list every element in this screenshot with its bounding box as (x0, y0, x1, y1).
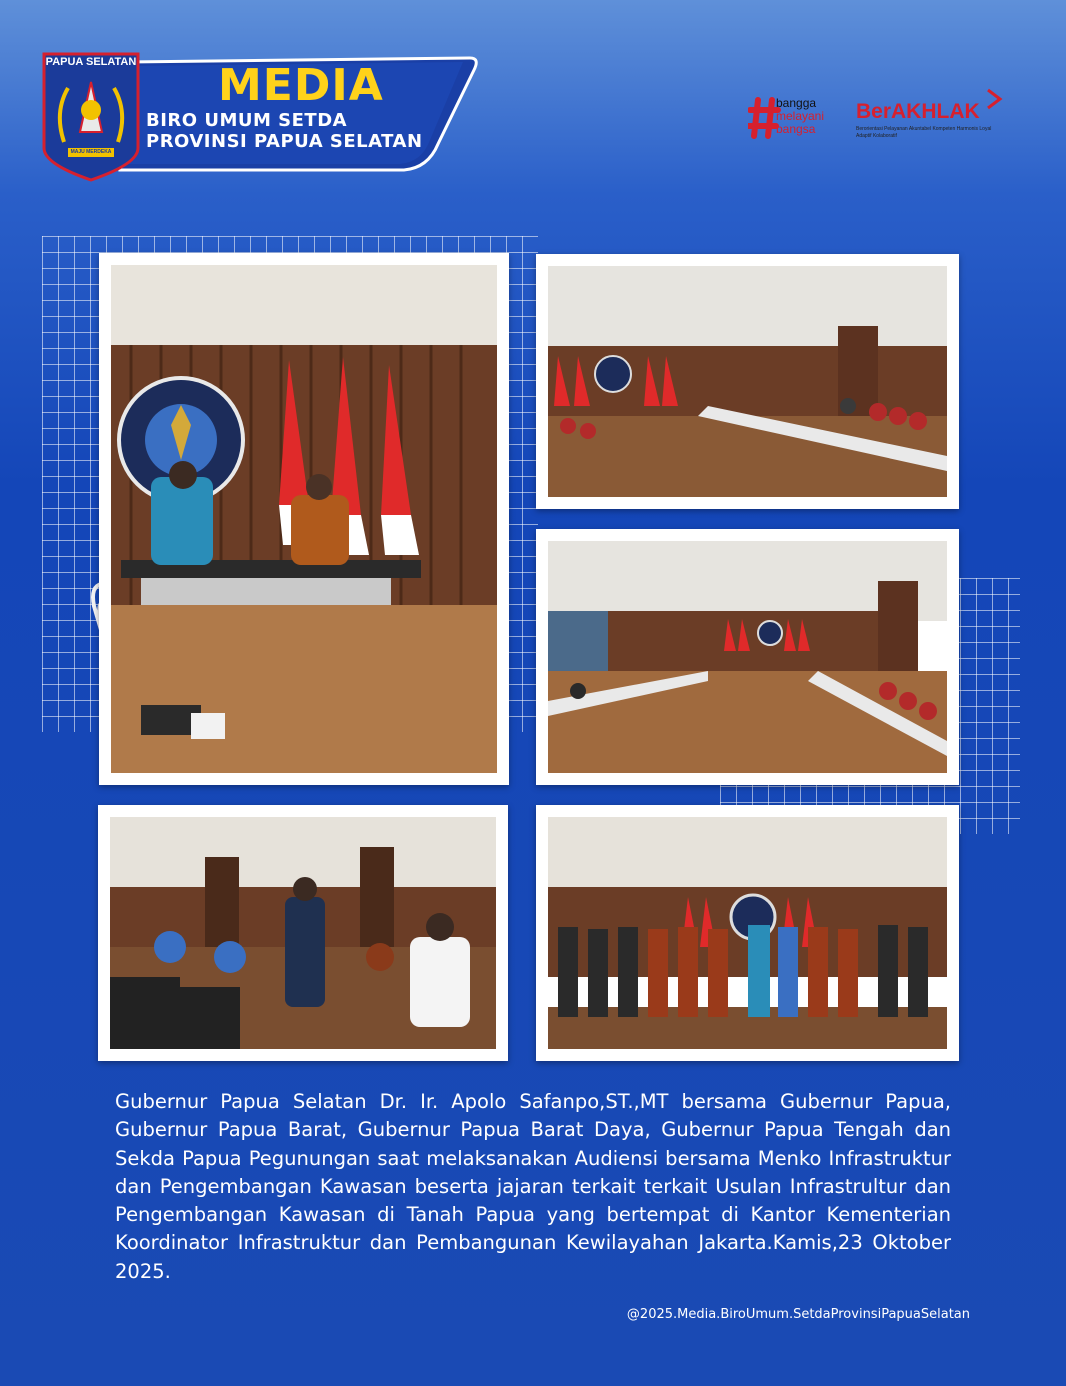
subtitle-line1: BIRO UMUM SETDA (146, 110, 348, 131)
logo-motto: MAJU MERDEKA (70, 149, 112, 155)
photo-group (536, 805, 959, 1061)
melayani-text: melayani (776, 109, 825, 123)
caption-text: Gubernur Papua Selatan Dr. Ir. Apolo Safanpo,ST.,MT bersama Gubernur Papua, Gubernur Papua Barat, Gubernur Papua Barat Daya, Gubernur Papua Tengah dan Sekda Papua Pegunungan saat melaksanakan Audiensi bersama Menko Infrastruktur dan Pengembangan Kawasan beserta jajaran terkait terkait Usulan Infrastrultur dan Pengembangan Kawasan di Tanah Papua yang bertempat di Kantor Kementerian Koordinator Infrastruktur dan Pembangunan Kewilayahan Jakarta.Kamis,23 Oktober 2025. (115, 1090, 951, 1283)
logo-title: PAPUA SELATAN (45, 56, 137, 68)
berakhlak-text: BerAKHLAK (856, 100, 980, 123)
photo-room-wide-1 (536, 254, 959, 509)
bangsa-text: bangsa (776, 122, 816, 136)
photo-room-wide-2 (536, 529, 959, 785)
page-title: MEDIA (218, 60, 384, 111)
bangga-melayani-logo (748, 96, 848, 140)
berakhlak-logo (856, 88, 1006, 144)
bangga-text: bangga (776, 96, 817, 110)
photo-podium (99, 253, 509, 785)
province-logo (42, 52, 140, 182)
photo-audience (98, 805, 508, 1061)
subtitle-line2: PROVINSI PAPUA SELATAN (146, 131, 423, 152)
berakhlak-tagline: Berorientasi Pelayanan Akuntabel Kompeten Harmonis Loyal Adaptif Kolaboratif (856, 126, 992, 139)
footer-credit: @2025.Media.BiroUmum.SetdaProvinsiPapuaSelatan (626, 1307, 970, 1322)
